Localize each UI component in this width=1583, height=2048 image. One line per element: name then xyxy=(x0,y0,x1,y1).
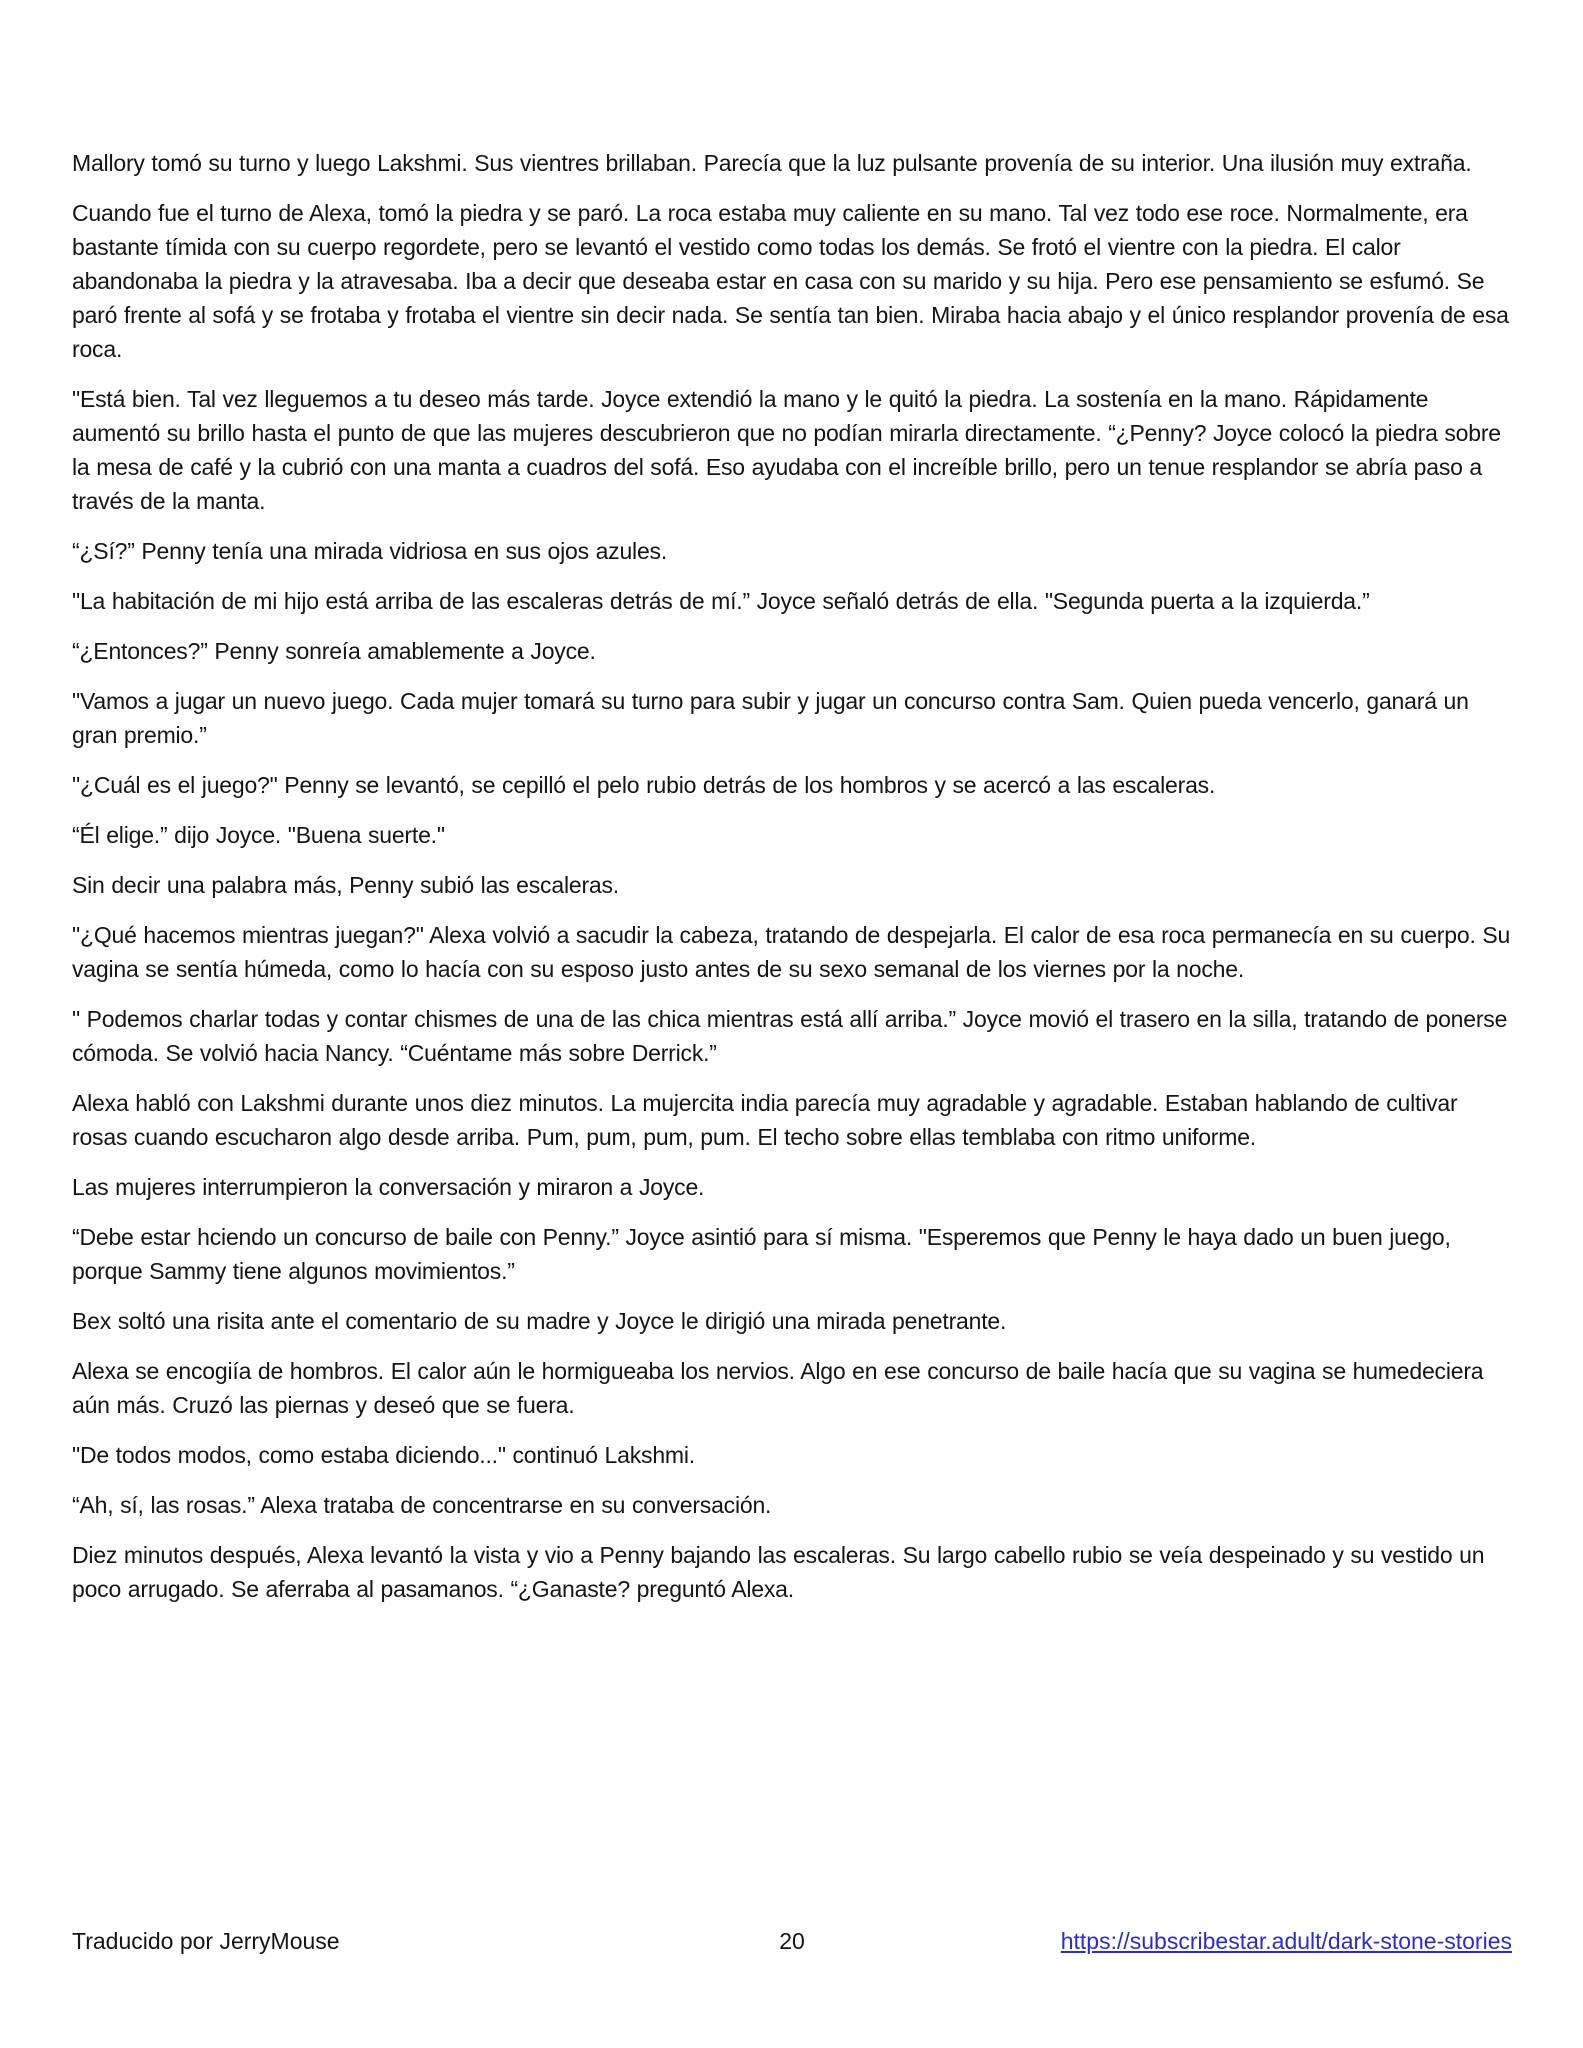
paragraph: "De todos modos, como estaba diciendo..." continuó Lakshmi. xyxy=(72,1442,695,1468)
paragraph: "La habitación de mi hijo está arriba de las escaleras detrás de mí.” Joyce señaló detrás de ella. "Segunda puerta a la izquierda.” xyxy=(72,588,1370,614)
paragraph: “Debe estar hciendo un concurso de baile con Penny.” Joyce asintió para sí misma. "Esperemos que Penny le haya dado un buen juego, porque Sammy tiene algunos movimientos.” xyxy=(72,1224,1451,1284)
paragraph: " Podemos charlar todas y contar chismes de una de las chica mientras está allí arriba.” Joyce movió el trasero en la silla, tratando de ponerse cómoda. Se volvió hacia Nancy. “Cuéntame más sobre Derrick.” xyxy=(72,1006,1508,1066)
footer-link[interactable]: https://subscribestar.adult/dark-stone-stories xyxy=(1060,1928,1512,1954)
paragraph: "Está bien. Tal vez lleguemos a tu deseo más tarde. Joyce extendió la mano y le quitó la piedra. La sostenía en la mano. Rápidamente aumentó su brillo hasta el punto de que las mujeres descubrieron que no podían mirarla directamente. “¿Penny? Joyce colocó la piedra sobre la mesa de café y la cubrió con una manta a cuadros del sofá. Eso ayudaba con el increíble brillo, pero un tenue resplandor se abría paso a través de la manta. xyxy=(72,386,1501,514)
paragraph: “¿Entonces?” Penny sonreía amablemente a Joyce. xyxy=(72,638,596,664)
paragraph: “¿Sí?” Penny tenía una mirada vidriosa en sus ojos azules. xyxy=(72,538,668,564)
page-footer xyxy=(72,1924,1512,1958)
page-number: 20 xyxy=(779,1928,805,1954)
paragraph: "¿Cuál es el juego?" Penny se levantó, se cepilló el pelo rubio detrás de los hombros y se acercó a las escaleras. xyxy=(72,772,1216,798)
paragraph: Mallory tomó su turno y luego Lakshmi. Sus vientres brillaban. Parecía que la luz pulsante provenía de su interior. Una ilusión muy extraña. xyxy=(72,150,1472,176)
paragraph: Alexa habló con Lakshmi durante unos diez minutos. La mujercita india parecía muy agradable y agradable. Estaban hablando de cultivar rosas cuando escucharon algo desde arriba. Pum, pum, pum, pum. El techo sobre ellas temblaba con ritmo uniforme. xyxy=(72,1090,1458,1150)
paragraph: Diez minutos después, Alexa levantó la vista y vio a Penny bajando las escaleras. Su largo cabello rubio se veía despeinado y su vestido un poco arrugado. Se aferraba al pasamanos. “¿Ganaste? preguntó Alexa. xyxy=(72,1542,1485,1602)
paragraph: Cuando fue el turno de Alexa, tomó la piedra y se paró. La roca estaba muy caliente en su mano. Tal vez todo ese roce. Normalmente, era bastante tímida con su cuerpo regordete, pero se levantó el vestido como todas los demás. Se frotó el vientre con la piedra. El calor abandonaba la piedra y la atravesaba. Iba a decir que deseaba estar en casa con su marido y su hija. Pero ese pensamiento se esfumó. Se paró frente al sofá y se frotaba y frotaba el vientre sin decir nada. Se sentía tan bien. Miraba hacia abajo y el único resplandor provenía de esa roca. xyxy=(72,200,1509,362)
paragraph: Alexa se encogiía de hombros. El calor aún le hormigueaba los nervios. Algo en ese concurso de baile hacía que su vagina se humedeciera aún más. Cruzó las piernas y deseó que se fuera. xyxy=(72,1358,1484,1418)
paragraph: Bex soltó una risita ante el comentario de su madre y Joyce le dirigió una mirada penetrante. xyxy=(72,1308,1007,1334)
paragraph: "¿Qué hacemos mientras juegan?" Alexa volvió a sacudir la cabeza, tratando de despejarla. El calor de esa roca permanecía en su cuerpo. Su vagina se sentía húmeda, como lo hacía con su esposo justo antes de su sexo semanal de los viernes por la noche. xyxy=(72,922,1511,982)
paragraph: Las mujeres interrumpieron la conversación y miraron a Joyce. xyxy=(72,1174,705,1200)
translator-credit: Traducido por JerryMouse xyxy=(72,1928,340,1954)
paragraph: Sin decir una palabra más, Penny subió las escaleras. xyxy=(72,872,619,898)
paragraph: “Ah, sí, las rosas.” Alexa trataba de concentrarse en su conversación. xyxy=(72,1492,772,1518)
document-body xyxy=(72,146,1512,1622)
paragraph: "Vamos a jugar un nuevo juego. Cada mujer tomará su turno para subir y jugar un concurso contra Sam. Quien pueda vencerlo, ganará un gran premio.” xyxy=(72,688,1469,748)
paragraph: “Él elige.” dijo Joyce. "Buena suerte." xyxy=(72,822,445,848)
